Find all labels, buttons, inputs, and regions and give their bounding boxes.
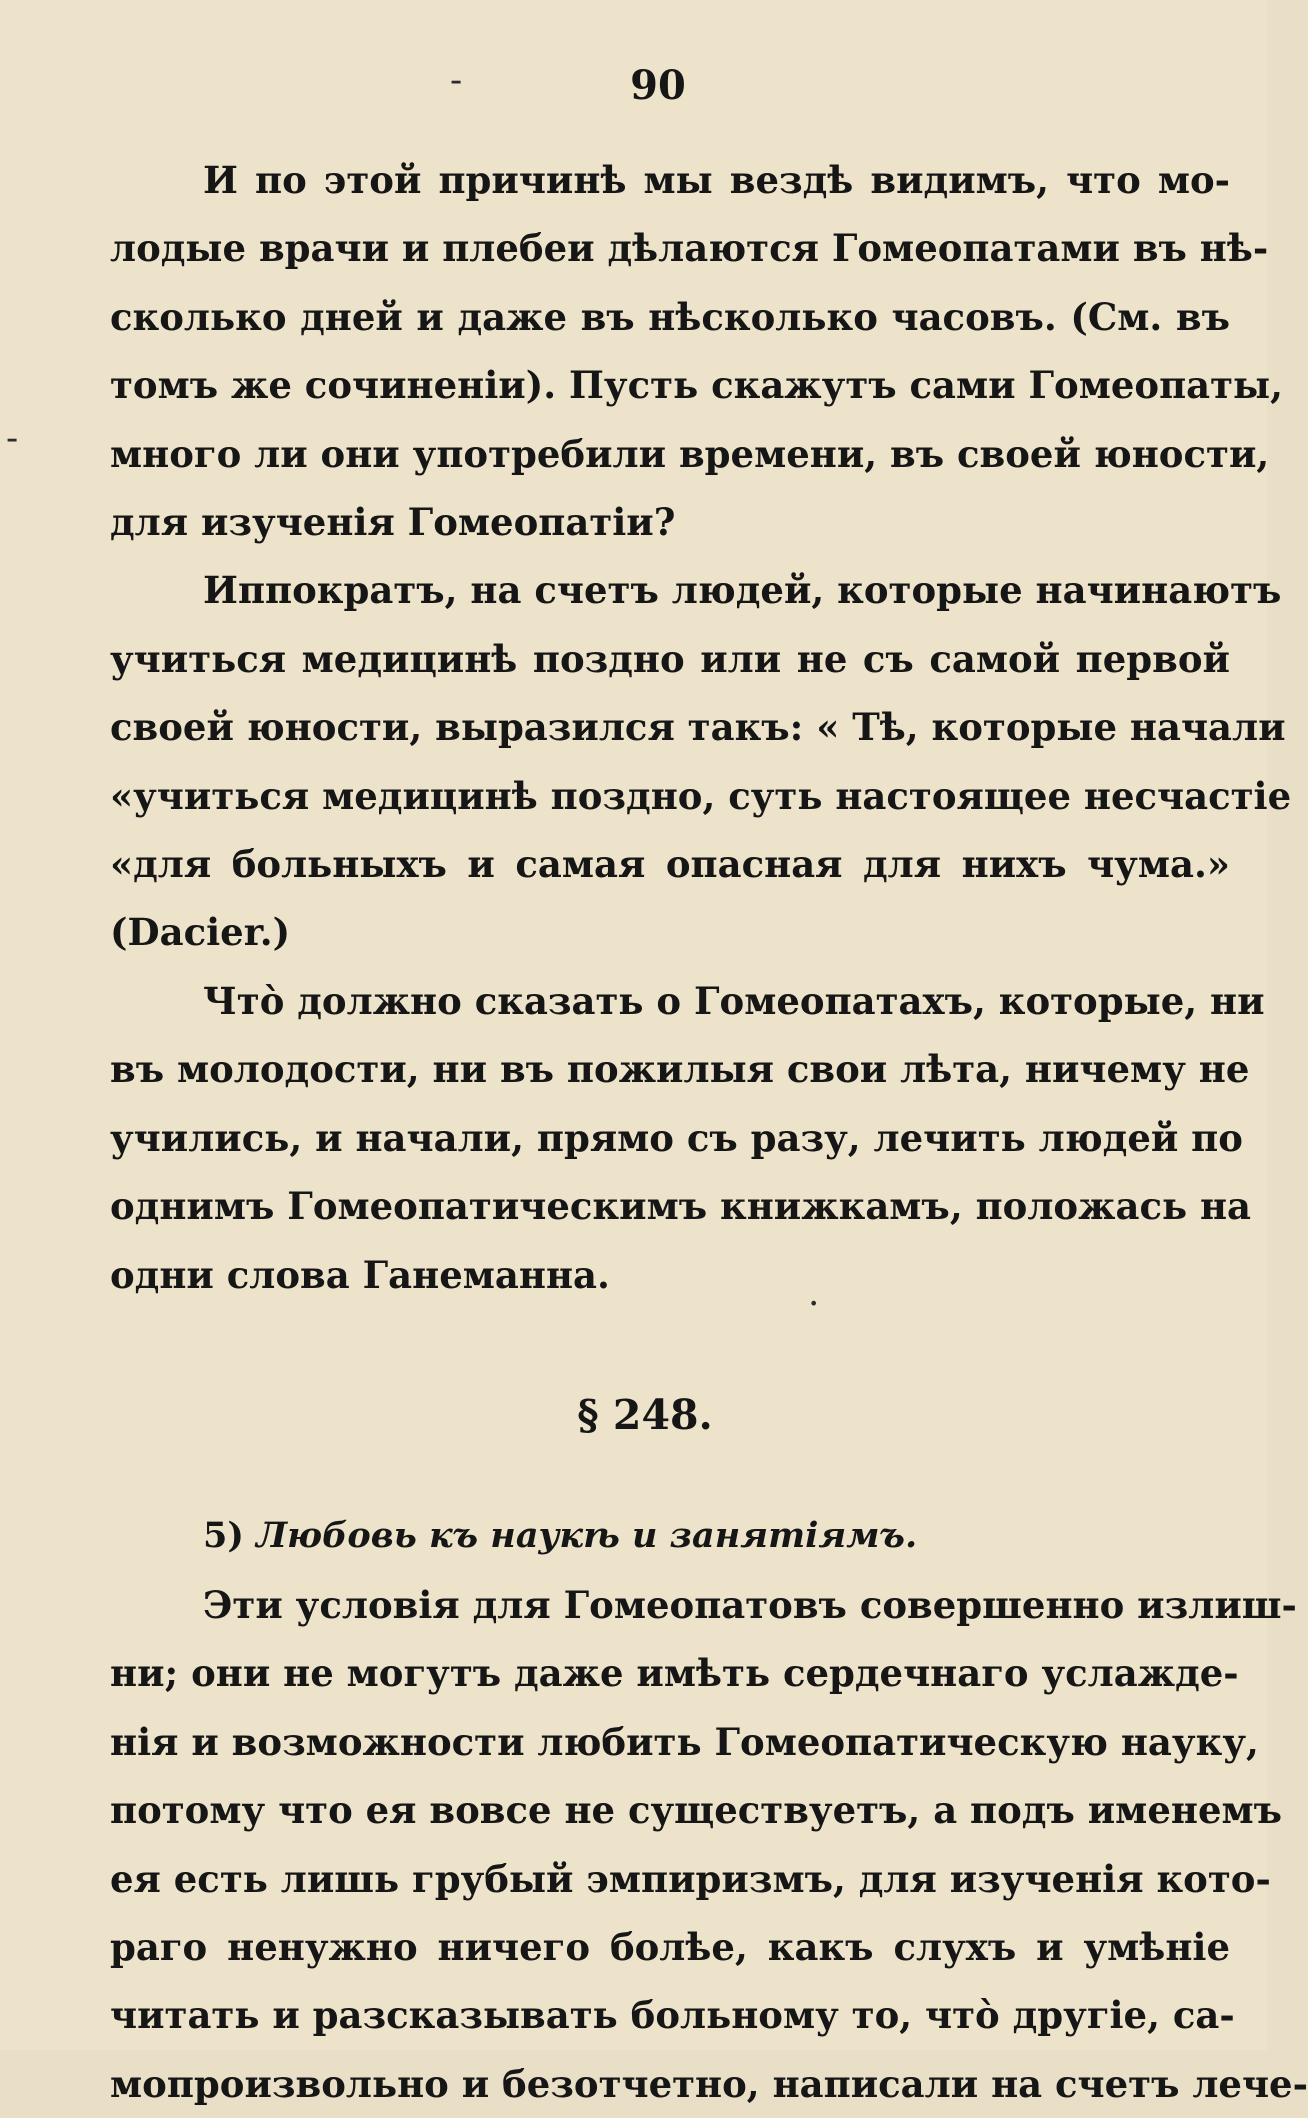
- paragraph-4: [110, 1571, 1308, 2118]
- text-line: потому что ея вовсе не существуетъ, а подъ именемъ: [110, 1788, 1283, 1833]
- text-line: И по этой причинѣ мы вездѣ видимъ, что мо-: [203, 158, 1230, 202]
- text-line: (Dacier.): [110, 910, 291, 955]
- text-line: читать и разсказывать больному то, что̀ другіе, са-: [110, 1993, 1235, 2038]
- text-line: Что̀ должно сказать о Гомеопатахъ, которые, ни: [203, 978, 1265, 1023]
- text-line: учились, и начали, прямо съ разу, лечить людей по: [110, 1115, 1243, 1160]
- text-line: въ молодости, ни въ пожилыя свои лѣта, ничему не: [110, 1047, 1250, 1092]
- text-line: учиться медицинѣ поздно или не съ самой первой: [110, 636, 1230, 681]
- margin-mark: -: [6, 418, 19, 459]
- paragraph-3: [110, 967, 1265, 1309]
- subsection-heading: [110, 1501, 1230, 1571]
- text-line: своей юности, выразился такъ: « Тѣ, которые начали: [110, 705, 1286, 750]
- text-line: Эти условія для Гомеопатовъ совершенно излиш-: [203, 1582, 1297, 1627]
- paragraph-2: [110, 556, 1292, 966]
- text-line: лодые врачи и плебеи дѣлаются Гомеопатами въ нѣ-: [110, 226, 1269, 271]
- text-line: мопроизвольно и безотчетно, написали на счетъ лече-: [110, 2061, 1308, 2106]
- text-line: для изученія Гомеопатіи?: [110, 500, 676, 545]
- margin-mark: ·: [808, 1284, 820, 1325]
- page-number: 90: [630, 62, 686, 109]
- subsection-title: Любовь къ наукѣ и занятіямъ.: [256, 1514, 918, 1556]
- subsection-number: 5): [203, 1514, 244, 1556]
- page-text: [110, 50, 1308, 2118]
- margin-mark: -: [450, 60, 463, 101]
- text-line: томъ же сочиненіи). Пусть скажутъ сами Гомеопаты,: [110, 363, 1284, 408]
- text-line: нія и возможности любить Гомеопатическую науку,: [110, 1719, 1259, 1764]
- text-line: много ли они употребили времени, въ своей юности,: [110, 431, 1270, 476]
- text-line: ни; они не могутъ даже имѣть сердечнаго услажде-: [110, 1651, 1239, 1696]
- paragraph-1: [110, 146, 1284, 556]
- section-number: § 248.: [577, 1390, 713, 1439]
- text-line: одни слова Ганеманна.: [110, 1252, 610, 1297]
- text-line: однимъ Гомеопатическимъ книжкамъ, положась на: [110, 1184, 1252, 1229]
- text-line: Иппократъ, на счетъ людей, которые начинаютъ: [203, 568, 1282, 613]
- text-line: «для больныхъ и самая опасная для нихъ чума.»: [110, 842, 1230, 887]
- text-line: «учиться медицинѣ поздно, суть настоящее несчастіе: [110, 773, 1292, 818]
- text-line: раго ненужно ничего болѣе, какъ слухъ и умѣніе: [110, 1924, 1230, 1969]
- text-line: сколько дней и даже въ нѣсколько часовъ. (См. въ: [110, 294, 1230, 339]
- text-line: ея есть лишь грубый эмпиризмъ, для изученія кото-: [110, 1856, 1271, 1901]
